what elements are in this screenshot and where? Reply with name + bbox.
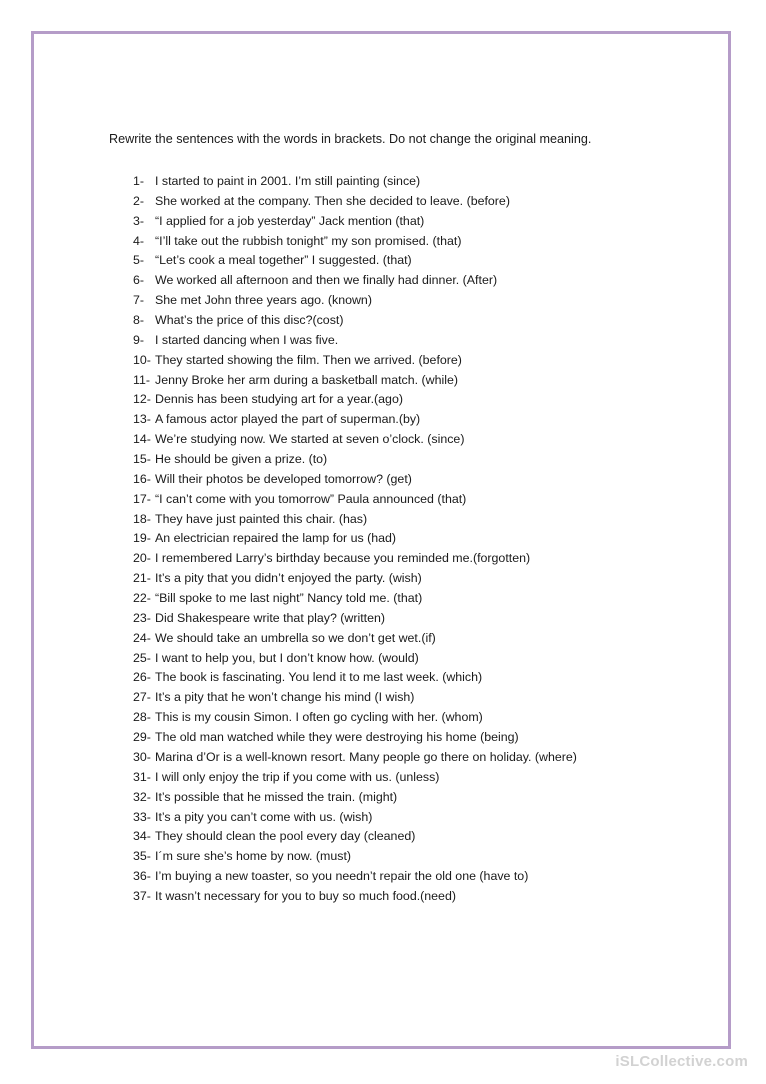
exercise-item <box>133 390 577 410</box>
exercise-number: 8- <box>133 313 145 328</box>
exercise-sentence: Did Shakespeare write that play? (written) <box>155 610 386 625</box>
exercise-item <box>133 510 577 530</box>
exercise-sentence: “I applied for a job yesterday” Jack mention (that) <box>155 213 425 228</box>
exercise-number: 15- <box>133 452 151 467</box>
exercise-item <box>133 490 577 510</box>
exercise-number: 34- <box>133 829 151 844</box>
exercise-item <box>133 609 577 629</box>
exercise-item <box>133 529 577 549</box>
exercise-sentence: “Bill spoke to me last night” Nancy told me. (that) <box>155 591 423 606</box>
exercise-sentence: We’re studying now. We started at seven o’clock. (since) <box>155 432 465 447</box>
exercise-item <box>133 768 577 788</box>
exercise-item <box>133 232 577 252</box>
exercise-sentence: I´m sure she’s home by now. (must) <box>155 849 352 864</box>
exercise-number: 32- <box>133 789 151 804</box>
exercise-number: 31- <box>133 769 151 784</box>
exercise-sentence: What’s the price of this disc?(cost) <box>155 313 344 328</box>
exercise-item <box>133 569 577 589</box>
exercise-item <box>133 708 577 728</box>
exercise-sentence: The book is fascinating. You lend it to me last week. (which) <box>155 670 483 685</box>
exercise-item <box>133 728 577 748</box>
exercise-sentence: It wasn’t necessary for you to buy so much food.(need) <box>155 888 456 903</box>
exercise-sentence: They started showing the film. Then we arrived. (before) <box>155 352 462 367</box>
exercise-number: 9- <box>133 332 145 347</box>
exercise-number: 25- <box>133 650 151 665</box>
exercise-item <box>133 331 577 351</box>
exercise-sentence: She worked at the company. Then she decided to leave. (before) <box>155 193 510 208</box>
exercise-number: 24- <box>133 630 151 645</box>
exercise-item <box>133 192 577 212</box>
exercise-sentence: I want to help you, but I don’t know how. (would) <box>155 650 419 665</box>
exercise-number: 35- <box>133 849 151 864</box>
exercise-item <box>133 549 577 569</box>
exercise-item <box>133 271 577 291</box>
exercise-item <box>133 827 577 847</box>
exercise-sentence: This is my cousin Simon. I often go cycling with her. (whom) <box>155 710 483 725</box>
exercise-item <box>133 688 577 708</box>
exercise-sentence: They have just painted this chair. (has) <box>155 511 368 526</box>
exercise-item <box>133 629 577 649</box>
exercise-number: 22- <box>133 591 151 606</box>
exercise-item <box>133 589 577 609</box>
exercise-number: 5- <box>133 253 145 268</box>
exercise-number: 21- <box>133 571 151 586</box>
exercise-number: 6- <box>133 273 145 288</box>
exercise-number: 20- <box>133 551 151 566</box>
exercise-number: 14- <box>133 432 151 447</box>
exercise-number: 19- <box>133 531 151 546</box>
exercise-item <box>133 291 577 311</box>
exercise-sentence: He should be given a prize. (to) <box>155 452 328 467</box>
exercise-item <box>133 371 577 391</box>
exercise-number: 1- <box>133 174 145 188</box>
exercise-sentence: A famous actor played the part of superman.(by) <box>155 412 421 427</box>
exercise-number: 36- <box>133 869 151 884</box>
exercise-sentence: I will only enjoy the trip if you come with us. (unless) <box>155 769 440 784</box>
exercise-sentence: Jenny Broke her arm during a basketball match. (while) <box>155 372 459 387</box>
exercise-sentence: It’s a pity you can’t come with us. (wish) <box>155 809 373 824</box>
exercise-number: 18- <box>133 511 151 526</box>
exercise-item <box>133 410 577 430</box>
exercise-sentence: We should take an umbrella so we don’t get wet.(if) <box>155 630 436 645</box>
exercise-item <box>133 808 577 828</box>
exercise-number: 7- <box>133 293 145 308</box>
exercise-sentence: I started dancing when I was five. <box>155 332 339 347</box>
exercise-list <box>133 172 577 907</box>
exercise-item <box>133 649 577 669</box>
exercise-item <box>133 430 577 450</box>
exercise-item <box>133 311 577 331</box>
exercise-item <box>133 212 577 232</box>
exercise-item <box>133 351 577 371</box>
exercise-number: 11- <box>133 372 150 387</box>
exercise-number: 17- <box>133 491 151 506</box>
exercise-number: 12- <box>133 392 151 407</box>
exercise-number: 29- <box>133 730 151 745</box>
exercise-number: 37- <box>133 888 151 903</box>
exercise-item <box>133 251 577 271</box>
exercise-item <box>133 748 577 768</box>
watermark-logo: iSLCollective.com <box>615 1053 748 1070</box>
exercise-number: 26- <box>133 670 151 685</box>
exercise-item <box>133 867 577 887</box>
exercise-item <box>133 470 577 490</box>
exercise-sentence: It’s possible that he missed the train. (might) <box>155 789 398 804</box>
exercise-number: 13- <box>133 412 151 427</box>
exercise-item <box>133 788 577 808</box>
exercise-number: 33- <box>133 809 151 824</box>
exercise-item <box>133 172 577 192</box>
exercise-item <box>133 450 577 470</box>
exercise-sentence: It’s a pity that he won’t change his mind (I wish) <box>155 690 415 705</box>
exercise-sentence: It’s a pity that you didn’t enjoyed the party. (wish) <box>155 571 422 586</box>
exercise-number: 3- <box>133 213 145 228</box>
exercise-sentence: I’m buying a new toaster, so you needn’t repair the old one (have to) <box>155 869 529 884</box>
exercise-sentence: Marina d’Or is a well-known resort. Many people go there on holiday. (where) <box>155 749 577 764</box>
exercise-number: 23- <box>133 610 151 625</box>
exercise-number: 2- <box>133 193 145 208</box>
exercise-sentence: They should clean the pool every day (cleaned) <box>155 829 416 844</box>
exercise-sentence: The old man watched while they were destroying his home (being) <box>155 730 519 745</box>
exercise-item <box>133 887 577 907</box>
exercise-number: 28- <box>133 710 151 725</box>
exercise-number: 16- <box>133 471 151 486</box>
exercise-sentence: I started to paint in 2001. I’m still painting (since) <box>155 174 421 188</box>
exercise-sentence: “I can’t come with you tomorrow” Paula announced (that) <box>155 491 467 506</box>
exercise-sentence: An electrician repaired the lamp for us (had) <box>155 531 397 546</box>
exercise-item <box>133 847 577 867</box>
exercise-sentence: Will their photos be developed tomorrow? (get) <box>155 471 412 486</box>
exercise-sentence: “Let’s cook a meal together” I suggested. (that) <box>155 253 412 268</box>
exercise-sentence: “I’ll take out the rubbish tonight” my son promised. (that) <box>155 233 462 248</box>
instructions-text: Rewrite the sentences with the words in brackets. Do not change the original meaning. <box>109 132 592 146</box>
exercise-item <box>133 668 577 688</box>
exercise-number: 27- <box>133 690 151 705</box>
exercise-sentence: I remembered Larry’s birthday because you reminded me.(forgotten) <box>155 551 531 566</box>
exercise-number: 10- <box>133 352 151 367</box>
exercise-sentence: She met John three years ago. (known) <box>155 293 372 308</box>
exercise-number: 4- <box>133 233 145 248</box>
exercise-sentence: Dennis has been studying art for a year.(ago) <box>155 392 403 407</box>
exercise-sentence: We worked all afternoon and then we finally had dinner. (After) <box>155 273 498 288</box>
exercise-number: 30- <box>133 749 151 764</box>
